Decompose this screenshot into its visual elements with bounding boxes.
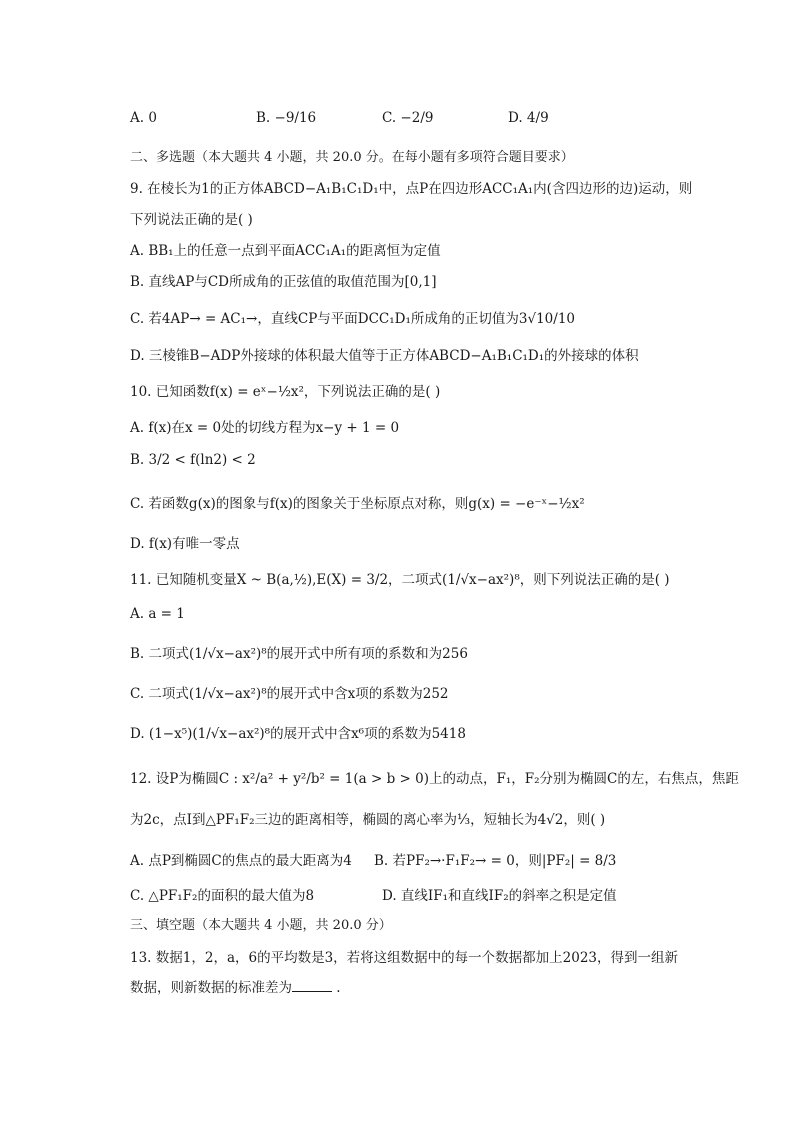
q12-option-a: A. 点P到椭圆C的焦点的最大距离为4 [130, 853, 352, 869]
q8-option-c: C. −2/9 [382, 110, 434, 126]
q13-stem-suffix: . [332, 980, 341, 996]
q10-option-c: C. 若函数g(x)的图象与f(x)的图象关于坐标原点对称，则g(x) = −e⁻ˣ−½x² [130, 496, 585, 512]
q13-stem-prefix: 数据，则新数据的标准差为 [130, 980, 292, 996]
q10-stem: 10. 已知函数f(x) = eˣ−½x²，下列说法正确的是( ) [130, 384, 441, 400]
q13-stem-line1: 13. 数据1，2，a，6的平均数是3，若将这组数据中的每一个数据都加上2023，得到一组新 [130, 950, 679, 966]
q9-option-b: B. 直线AP与CD所成角的正弦值的取值范围为[0,1] [130, 274, 437, 290]
q8-option-a: A. 0 [130, 110, 157, 126]
q9-stem-line1: 9. 在棱长为1的正方体ABCD−A₁B₁C₁D₁中，点P在四边形ACC₁A₁内(含四边形的边)运动，则 [130, 181, 693, 197]
q11-stem: 11. 已知随机变量X ~ B(a,½),E(X) = 3/2，二项式(1/√x−ax²)⁸，则下列说法正确的是( ) [130, 572, 670, 588]
q11-option-d: D. (1−x⁵)(1/√x−ax²)⁸的展开式中含x⁶项的系数为5418 [130, 726, 466, 742]
q12-option-c: C. △PF₁F₂的面积的最大值为8 [130, 888, 315, 904]
q12-stem-line1: 12. 设P为椭圆C : x²/a² + y²/b² = 1(a > b > 0)上的动点，F₁，F₂分别为椭圆C的左，右焦点，焦距 [130, 771, 739, 787]
q9-option-a: A. BB₁上的任意一点到平面ACC₁A₁的距离恒为定值 [130, 243, 441, 259]
q8-option-b: B. −9/16 [256, 110, 317, 126]
q11-option-b: B. 二项式(1/√x−ax²)⁸的展开式中所有项的系数和为256 [130, 646, 468, 662]
q9-option-c: C. 若4AP→ = AC₁→，直线CP与平面DCC₁D₁所成角的正切值为3√10/10 [130, 311, 575, 327]
q12-option-b: B. 若PF₂→·F₁F₂→ = 0，则|PF₂| = 8/3 [374, 853, 617, 869]
section-multiple-choice-heading: 二、多选题（本大题共 4 小题，共 20.0 分。在每小题有多项符合题目要求） [130, 150, 574, 165]
q13-answer-blank [292, 979, 332, 992]
q10-option-b: B. 3/2 < f(ln2) < 2 [130, 452, 256, 468]
q12-option-d: D. 直线IF₁和直线IF₂的斜率之积是定值 [382, 888, 617, 904]
section-fill-in-heading: 三、填空题（本大题共 4 小题，共 20.0 分） [130, 918, 392, 933]
q11-option-c: C. 二项式(1/√x−ax²)⁸的展开式中含x项的系数为252 [130, 686, 449, 702]
q8-option-d: D. 4/9 [508, 110, 549, 126]
q9-option-d: D. 三棱锥B−ADP外接球的体积最大值等于正方体ABCD−A₁B₁C₁D₁的外接球的体积 [130, 348, 639, 364]
q10-option-d: D. f(x)有唯一零点 [130, 536, 240, 552]
q12-stem-line2: 为2c，点I到△PF₁F₂三边的距离相等，椭圆的离心率为⅓，短轴长为4√2，则( ) [130, 812, 606, 828]
q9-stem-line2: 下列说法正确的是( ) [130, 212, 253, 228]
q13-stem-line2 [130, 976, 341, 996]
q10-option-a: A. f(x)在x = 0处的切线方程为x−y + 1 = 0 [130, 420, 400, 436]
q11-option-a: A. a = 1 [130, 606, 185, 622]
